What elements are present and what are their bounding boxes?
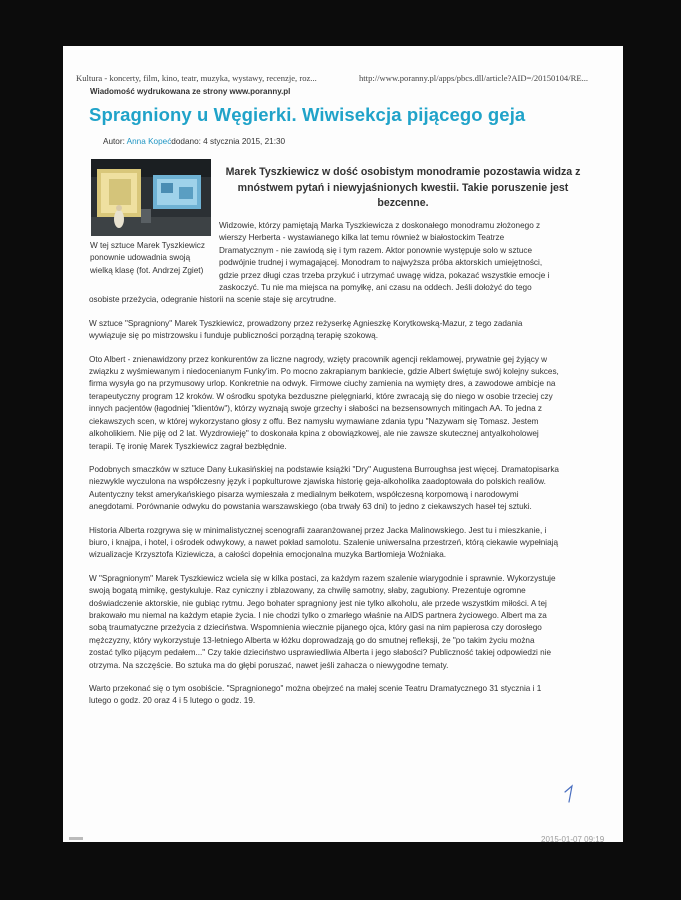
scan-mark bbox=[69, 837, 83, 840]
byline bbox=[103, 137, 285, 146]
article-body bbox=[89, 220, 560, 719]
photo-caption: W tej sztuce Marek Tyszkiewicz ponownie udowadnia swoją wielką klasę (fot. Andrzej Zgiet) bbox=[90, 241, 205, 275]
printed-page bbox=[63, 46, 623, 842]
author-label: Autor: bbox=[103, 137, 127, 146]
paragraph-6: W "Spragnionym" Marek Tyszkiewicz wciela się w kilka postaci, za każdym razem szalenie wiarygodnie i sprawnie. Wykorzystuje swoją bogatą mimikę, gestykuluje. Raz cyniczny i zblazowany, za chwilę samotny, słaby, zagubiony. Prezentuje ogromne doświadczenie aktorskie, nie gubiąc rytmu. Jego bohater spragniony jest nie tylko alkoholu, ale przede wszystkim miłości. A tej brakowało mu niemal na każdym etapie życia. I nie chodzi tylko o zmarłego właśnie na AIDS partnera życiowego. Albert ma za sobą traumatyczne przeżycia z dzieciństwa. Wspomnienia wiecznie pijanego ojca, który gasi na nim papierosa czy dorosłego mężczyzny, który wykorzystuje 13-letniego Alberta w łóżku doprowadzają go do smutnej refleksji, że "po takim życiu można zostać tylko pijącym pedałem..." Czy takie dzieciństwo usprawiedliwia Alberta i jego słabości? Publiczność takiej odpowiedzi nie otrzyma. Na szczęście. Bo sztuka ma do głębi poruszać, nawet jeśli zahacza o niewygodne tematy. bbox=[89, 573, 556, 670]
paragraph-1 bbox=[89, 220, 560, 307]
paragraph-3: Oto Albert - znienawidzony przez konkurentów za liczne nagrody, wzięty pracownik agencji reklamowej, prywatnie gej żyjący w związku z wyśmiewanym i niedocenianym Funky'im. Po mocno zakrapianym bankiecie, gdzie Albert świętuje swój kolejny sukces, firma wysyła go na przymusowy urlop. Konkretnie na odwyk. Firmowe ciuchy zamienia na wymięty dres, a zawodowe ambicje na terapeutyczny program 12 kroków. W ośrodku spotyka bezduszne pielęgniarki, które zwracają się do niego w osobie trzeciej czy innych pacjentów (łagodniej "klientów"), którzy wyznają swoje grzechy i słabości na bezsensownych mitingach AA. To jedna z ciekawszych scen, w której wykorzystano głosy z offu. Bez namysłu wymawiane zdania typu "Nazywam się Tomasz. Jestem alkoholikiem. Nie piję od 2 lat. Wyzdrowieję" to doskonała kpina z obowiązkowej, ale nie zawsze skutecznej antyalkoholowej terapii. Tę ironię Marek Tyszkiewicz zagrał bezbłędnie. bbox=[89, 354, 559, 451]
print-timestamp: 2015-01-07 09:19 bbox=[541, 835, 605, 844]
paragraph-4: Podobnych smaczków w sztuce Dany Łukasińskiej na podstawie książki "Dry" Augustena Burroughsa jest więcej. Dramatopisarka niezwykle wyczulona na współczesny język i popkulturowe zjawiska historię geja-alkoholika zaadoptowała do polskich realiów. Autentyczny tekst amerykańskiego pisarza wymieszała z medialnym bełkotem, współczesną korpomową i narodowymi anegdotami. Porównanie odwyku do powstania warszawskiego (oba trwały 63 dni) to jedno z ciekawszych haseł tej sztuki. bbox=[89, 464, 559, 512]
paragraph-1-wrap: Widzowie, którzy pamiętają Marka Tyszkiewicza z doskonałego monodramu złożonego z wierszy Herberta - wystawianego kilka lat temu również w białostockim Teatrze Dramatycznym - nie zawiodą się i tym razem. Aktor ponownie występuje solo w sztuce podwójnie trudnej i wymagającej. Monodram to najwyższa próba aktorskich umiejętności, gdzie przez długi czas trzeba przykuć i utrzymać uwagę widza, pokazać wszystkie emocje i zaskoczyć. Tu nie ma miejsca na pomyłkę, ani czasu na oddech. Jeśli dołożyć do tego bbox=[219, 221, 550, 293]
article-title: Spragniony u Węgierki. Wiwisekcja pijącego geja bbox=[89, 104, 526, 125]
handwritten-page-number bbox=[563, 784, 577, 809]
paragraph-1-end: osobiste przeżycia, odegranie historii na scenie staje się arcytrudne. bbox=[89, 295, 337, 305]
article-lead: Marek Tyszkiewicz w dość osobistym monodramie pozostawia widza z mnóstwem pytań i niewyjaśnionych kwestii. Takie poruszenie jest bezcenne. bbox=[225, 166, 581, 210]
author-link[interactable]: Anna Kopeć bbox=[126, 137, 172, 146]
paragraph-5: Historia Alberta rozgrywa się w minimalistycznej scenografii zaaranżowanej przez Jacka Malinowskiego. Jest tu i mieszkanie, i biuro, i knajpa, i hotel, i ośrodek odwykowy, a nawet pokład samolotu. Szalenie uniwersalna przestrzeń, którą ciekawie wypełniają wizualizacje Krzysztofa Kiziewicza, a całości dopełnia emocjonalna muzyka Bartłomieja Woźniaka. bbox=[89, 525, 559, 560]
print-header-title: Kultura - koncerty, film, kino, teatr, muzyka, wystawy, recenzje, roz... bbox=[76, 73, 317, 83]
paragraph-7: Warto przekonać się o tym osobiście. "Spragnionego" można obejrzeć na małej scenie Teatru Dramatycznego 31 stycznia i 1 lutego o godz. 20 oraz 4 i 5 lutego o godz. 19. bbox=[89, 684, 542, 706]
paragraph-2: W sztuce "Spragniony" Marek Tyszkiewicz, prowadzony przez reżyserkę Agnieszkę Korytkowską-Mazur, z tego zadania wywiązuje się po mistrzowsku i funduje publiczności porządną terapię szokową. bbox=[89, 318, 523, 341]
print-header-url: http://www.poranny.pl/apps/pbcs.dll/article?AID=/20150104/RE... bbox=[359, 73, 589, 83]
printed-from-note: Wiadomość wydrukowana ze strony www.poranny.pl bbox=[90, 87, 291, 96]
publish-date: dodano: 4 stycznia 2015, 21:30 bbox=[171, 137, 286, 146]
